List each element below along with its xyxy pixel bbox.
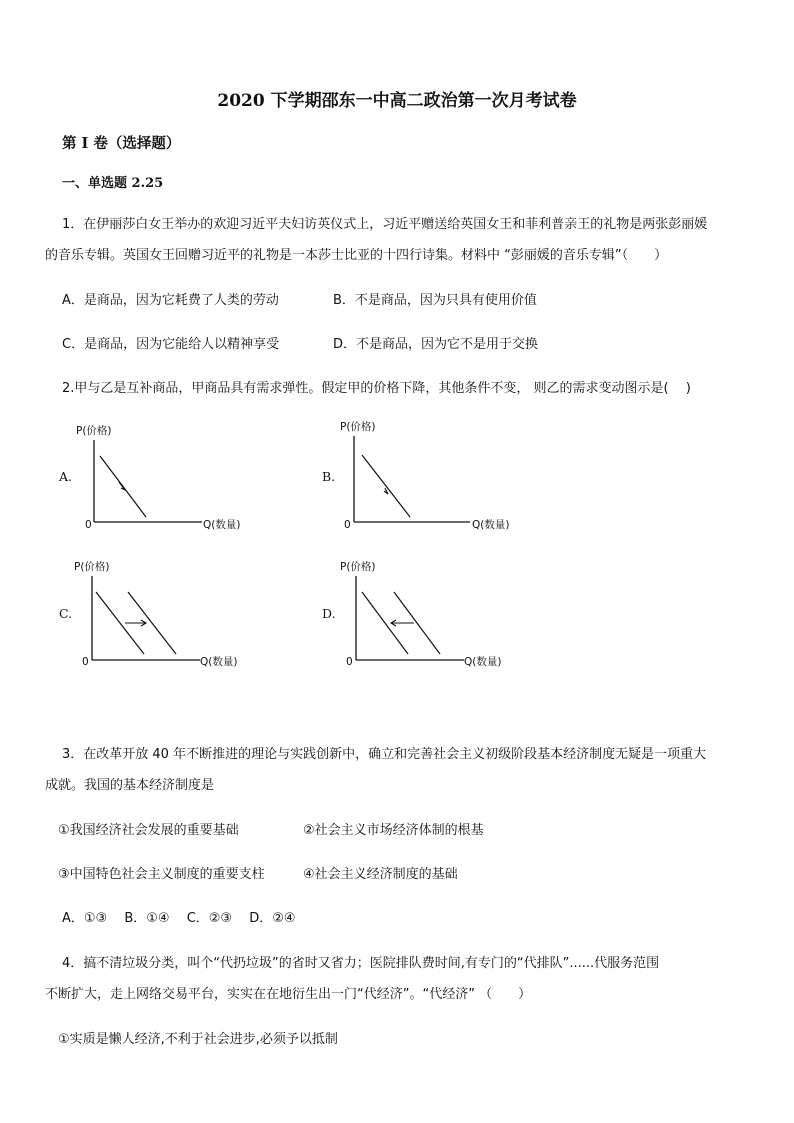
chart-b-ylabel: P(价格): [340, 421, 376, 433]
q3-item-2: ②社会主义市场经济体制的根基: [303, 823, 484, 838]
q2-chart-b-letter: B.: [322, 469, 336, 484]
chart-d-origin: 0: [346, 656, 353, 668]
chart-b-origin: 0: [344, 519, 351, 531]
q1-option-c: C．是商品，因为它能给人以精神享受: [62, 337, 280, 352]
chart-c-origin: 0: [82, 656, 89, 668]
q3-stem-line2: 成就。我国的基本经济制度是: [45, 778, 215, 793]
chart-c-xlabel: Q(数量): [200, 656, 238, 668]
chart-d-ylabel: P(价格): [340, 561, 376, 573]
q3-options: A．①③ B．①④ C．②③ D．②④: [62, 911, 296, 926]
q1-stem-line2: 的音乐专辑。英国女王回赠习近平的礼物是一本莎士比亚的十四行诗集。材料中 “彭丽媛的音乐专辑”（ ）: [45, 248, 668, 263]
q3-stem-line1: 3．在改革开放 40 年不断推进的理论与实践创新中，确立和完善社会主义初级阶段基本经济制度无疑是一项重大: [62, 747, 707, 762]
q2-chart-a-letter: A.: [59, 469, 73, 484]
q4-stem-line1: 4．搞不清垃圾分类，叫个“代扔垃圾”的省时又省力；医院排队费时间,有专门的“代排队”......代服务范围: [62, 956, 660, 971]
chart-b-xlabel: Q(数量): [472, 519, 510, 531]
q3-item-1: ①我国经济社会发展的重要基础: [58, 823, 239, 838]
chart-d-xlabel: Q(数量): [464, 656, 502, 668]
q3-item-4: ④社会主义经济制度的基础: [303, 867, 458, 882]
chart-a-origin: 0: [85, 519, 92, 531]
q1-option-d: D．不是商品，因为它不是用于交换: [333, 337, 539, 352]
section-heading-part1: 第 I 卷（选择题）: [62, 135, 181, 152]
chart-b-demand-curve: [362, 455, 410, 517]
q1-option-b: B．不是商品，因为只具有使用价值: [333, 293, 537, 308]
q4-stem-line2: 不断扩大，走上网络交易平台，实实在在地衍生出一门“代经济”。“代经济” （ ）: [45, 987, 532, 1002]
q2-chart-b: [330, 414, 530, 536]
q2-chart-c: [70, 554, 260, 672]
q2-chart-d: [334, 554, 534, 672]
chart-c-ylabel: P(价格): [74, 561, 110, 573]
q3-item-3: ③中国特色社会主义制度的重要支柱: [58, 867, 265, 882]
exam-title: 2020 下学期邵东一中高二政治第一次月考试卷: [217, 91, 577, 111]
chart-a-xlabel: Q(数量): [203, 519, 241, 531]
chart-a-ylabel: P(价格): [76, 425, 112, 437]
q2-stem-line1: 2.甲与乙是互补商品，甲商品具有需求弹性。假定甲的价格下降，其他条件不变， 则乙的需求变动图示是( ): [62, 381, 691, 396]
section-heading-single-choice: 一、单选题 2.25: [62, 176, 164, 191]
chart-a-move-arrow: [119, 482, 125, 490]
q2-chart-c-letter: C.: [59, 606, 73, 621]
q1-option-a: A．是商品，因为它耗费了人类的劳动: [62, 293, 279, 308]
q2-chart-d-letter: D.: [322, 606, 336, 621]
q1-stem-line1: 1．在伊丽莎白女王举办的欢迎习近平夫妇访英仪式上，习近平赠送给英国女王和菲利普亲王的礼物是两张彭丽媛: [62, 217, 708, 232]
q2-chart-a: [70, 418, 260, 536]
chart-b-move-arrow: [384, 488, 388, 494]
q4-item-1: ①实质是懒人经济,不利于社会进步,必须予以抵制: [58, 1032, 338, 1047]
